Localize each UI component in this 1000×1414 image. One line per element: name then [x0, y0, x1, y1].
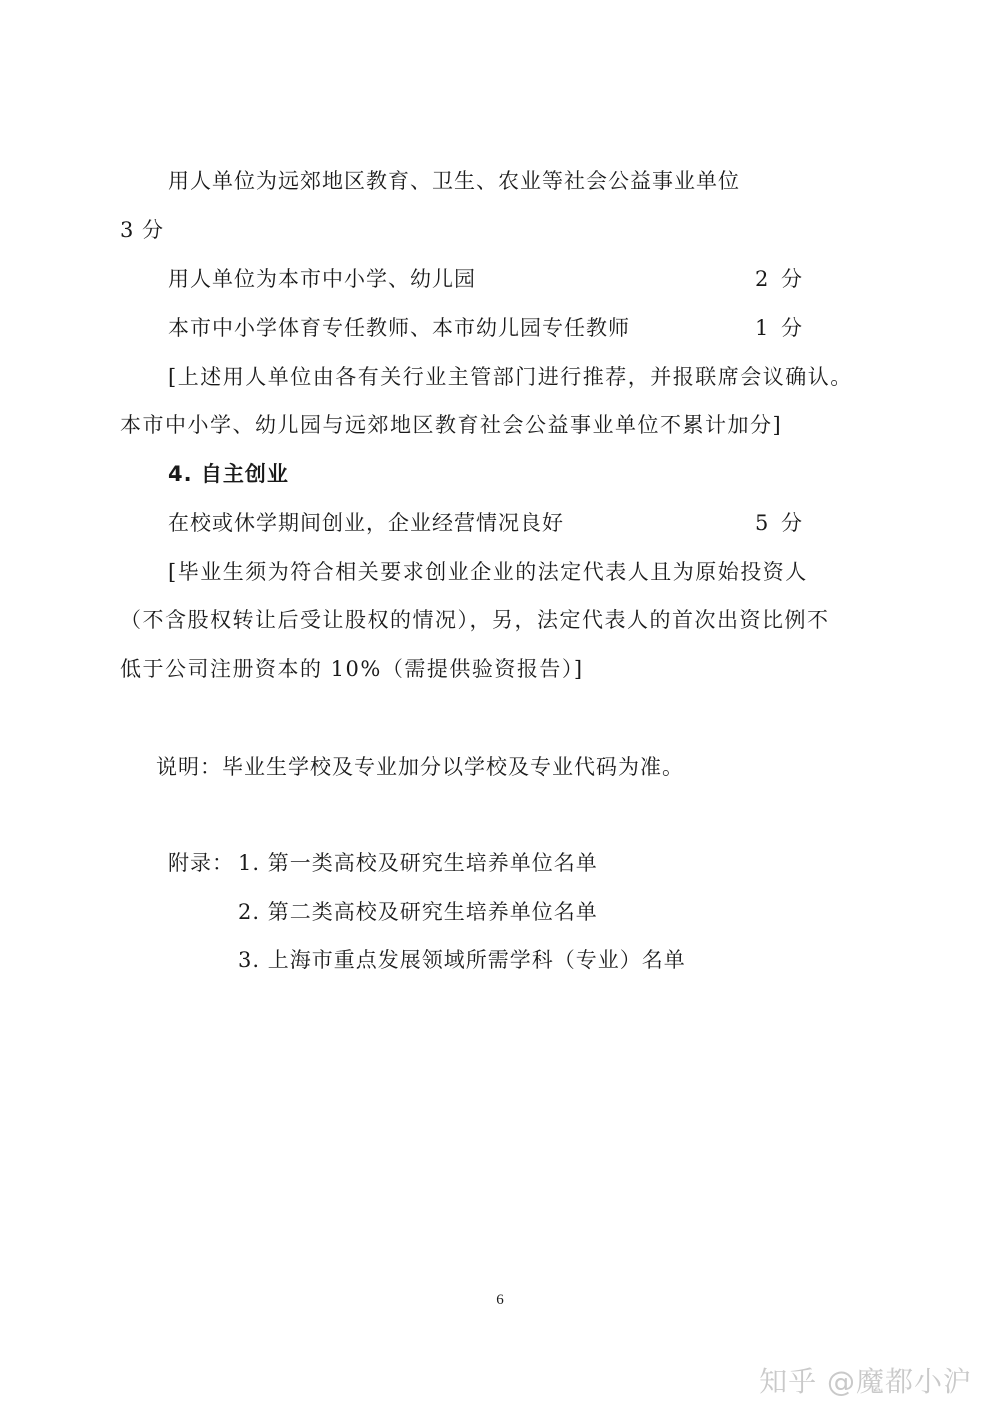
section-heading-entrepreneurship: 4. 自主创业 — [168, 462, 289, 486]
criterion-specialized-teachers: 本市中小学体育专任教师、本市幼儿园专任教师 — [168, 316, 630, 340]
explanation-text: 说明：毕业生学校及专业加分以学校及专业代码为准。 — [156, 755, 684, 779]
entrepreneurship-note-line-2: （不含股权转让后受让股权的情况），另，法定代表人的首次出资比例不 — [120, 608, 830, 632]
page-number: 6 — [496, 1292, 504, 1308]
score-schools-kindergartens: 2 分 — [755, 267, 806, 291]
criterion-schools-kindergartens: 用人单位为本市中小学、幼儿园 — [168, 267, 476, 291]
appendix-item: 3. 上海市重点发展领域所需学科（专业）名单 — [238, 948, 686, 972]
criterion-remote-public-units: 用人单位为远郊地区教育、卫生、农业等社会公益事业单位 — [168, 169, 740, 193]
note-line-1: [上述用人单位由各有关行业主管部门进行推荐，并报联席会议确认。 — [168, 365, 853, 389]
entrepreneurship-note-line-1: [毕业生须为符合相关要求创业企业的法定代表人且为原始投资人 — [168, 560, 808, 584]
note-line-2: 本市中小学、幼儿园与远郊地区教育社会公益事业单位不累计加分] — [120, 413, 783, 437]
entrepreneurship-note-line-3: 低于公司注册资本的 10%（需提供验资报告）] — [120, 657, 584, 681]
score-entrepreneurship: 5 分 — [755, 511, 806, 535]
appendix-item: 1. 第一类高校及研究生培养单位名单 — [238, 851, 598, 875]
criterion-entrepreneurship: 在校或休学期间创业，企业经营情况良好 — [168, 511, 564, 535]
appendix-label: 附录： — [168, 851, 234, 875]
appendix-item: 2. 第二类高校及研究生培养单位名单 — [238, 900, 598, 924]
score-remote-public-units: 3 分 — [120, 218, 165, 242]
score-specialized-teachers: 1 分 — [755, 316, 806, 340]
watermark: 知乎 @魔都小沪 — [759, 1365, 972, 1398]
